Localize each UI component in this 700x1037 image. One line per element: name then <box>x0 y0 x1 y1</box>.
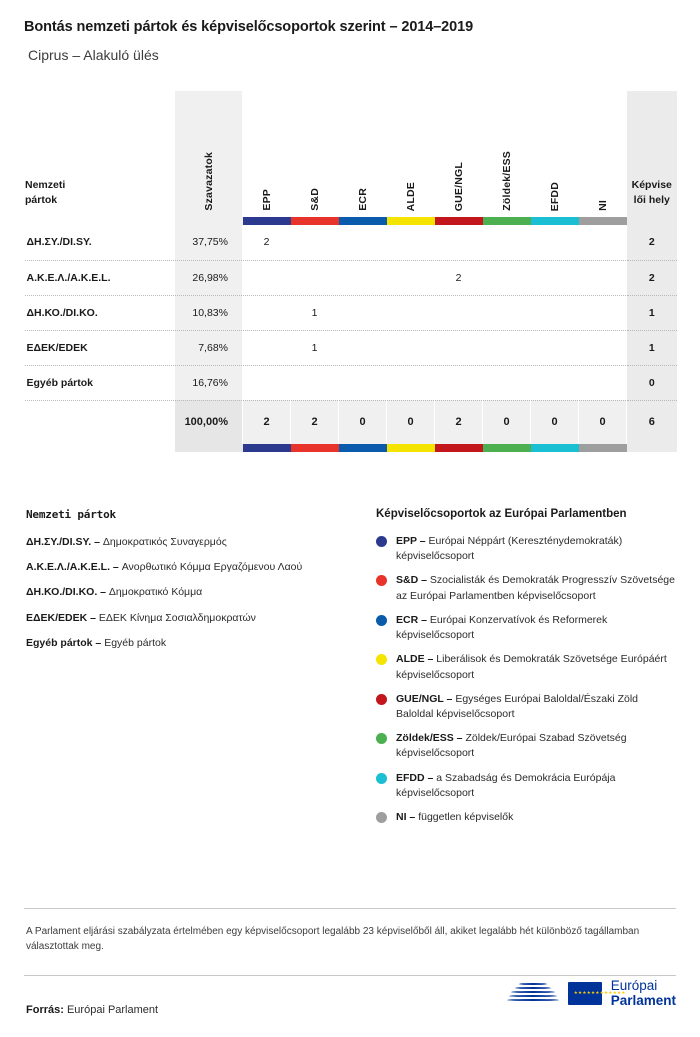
legend-item-epp <box>376 534 676 564</box>
table-body <box>25 225 677 452</box>
color-swatch-greens <box>483 217 531 225</box>
legend-item <box>26 585 376 599</box>
cell-ni <box>579 365 627 400</box>
legend-group-full: Zöldek/Európai Szabad Szövetség képviselőcsoport <box>396 732 627 760</box>
party-seats: 2 <box>627 225 677 260</box>
party-seats: 1 <box>627 330 677 365</box>
spacer <box>175 217 243 225</box>
legend-group-full: Egységes Európai Baloldal/Északi Zöld Baloldal képviselőcsoport <box>396 692 639 720</box>
cell-sd: 1 <box>291 295 339 330</box>
cell-sd: 1 <box>291 330 339 365</box>
group-header-guengl <box>435 91 483 217</box>
legend-party-full: Δημοκρατικό Κόμμα <box>108 586 203 599</box>
spacer <box>627 444 677 452</box>
legend-group-full: Európai Konzervatívok és Reformerek képviselőcsoport <box>396 613 608 642</box>
seats-header <box>627 91 677 217</box>
group-color-bar-top <box>25 217 677 225</box>
color-swatch-epp <box>243 444 291 452</box>
legend-group-short: GUE/NGL – <box>396 692 453 705</box>
cell-sd <box>291 260 339 295</box>
political-groups-legend-title: Képviselőcsoportok az Európai Parlamentben <box>376 508 627 520</box>
sd-color-dot-icon <box>376 575 387 586</box>
cell-epp <box>243 260 291 295</box>
seats-header-line1: Képvise <box>631 178 672 191</box>
group-header-efdd <box>531 91 579 217</box>
total-seats: 6 <box>627 400 677 444</box>
epp-color-dot-icon <box>376 536 387 547</box>
cell-greens <box>483 365 531 400</box>
legend-group-short: NI – <box>396 811 416 824</box>
cell-alde <box>387 365 435 400</box>
page-title: Bontás nemzeti pártok és képviselőcsoportok szerint – 2014–2019 <box>24 19 474 35</box>
color-swatch-ecr <box>339 444 387 452</box>
group-header-label: Zöldek/ESS <box>500 151 513 211</box>
row-header-line2: pártok <box>25 194 58 207</box>
source-line <box>26 1004 158 1016</box>
group-header-label: NI <box>596 200 609 211</box>
guengl-color-dot-icon <box>376 694 387 705</box>
legend-group-full: Liberálisok és Demokraták Szövetsége Európáért képviselőcsoport <box>396 653 667 681</box>
legend-group-short: ECR – <box>396 613 427 626</box>
hemicycle-icon <box>507 980 559 1006</box>
cell-ecr <box>339 260 387 295</box>
row-header-label <box>25 91 175 217</box>
cell-guengl <box>435 365 483 400</box>
cell-efdd <box>531 225 579 260</box>
cell-efdd <box>531 295 579 330</box>
votes-header <box>175 91 243 217</box>
cell-ni <box>579 295 627 330</box>
source-value: Európai Parlament <box>66 1004 159 1016</box>
table-row <box>25 225 677 260</box>
color-swatch-alde <box>387 444 435 452</box>
legend-item-ecr <box>376 613 676 643</box>
party-name: Α.Κ.Ε.Λ./A.K.E.L. <box>25 260 175 295</box>
color-swatch-sd <box>291 217 339 225</box>
legend-party-short: Egyéb pártok – <box>26 636 102 649</box>
national-parties-legend-title: Nemzeti pártok <box>26 508 116 521</box>
party-votes: 16,76% <box>175 365 243 400</box>
table-total-row <box>25 400 677 444</box>
table-head <box>25 91 677 225</box>
cell-efdd <box>531 365 579 400</box>
group-header-ecr <box>339 91 387 217</box>
party-name: ΔΗ.ΚΟ./DI.KO. <box>25 295 175 330</box>
table-row <box>25 365 677 400</box>
table-row <box>25 295 677 330</box>
group-header-label: ECR <box>356 188 369 211</box>
national-parties-legend <box>24 508 376 834</box>
total-sd: 2 <box>291 400 339 444</box>
legend-item-alde <box>376 652 676 682</box>
cell-epp <box>243 365 291 400</box>
cell-alde <box>387 330 435 365</box>
color-swatch-greens <box>483 444 531 452</box>
legend-item <box>26 560 376 574</box>
spacer <box>25 444 175 452</box>
legend-item-guengl <box>376 692 676 722</box>
cell-greens <box>483 295 531 330</box>
spacer <box>627 217 677 225</box>
group-header-epp <box>243 91 291 217</box>
total-efdd: 0 <box>531 400 579 444</box>
legend-party-full: Egyéb pártok <box>104 636 167 649</box>
legend-party-short: ΔΗ.ΚΟ./DI.KO. – <box>26 586 106 599</box>
spacer <box>175 444 243 452</box>
cell-efdd <box>531 260 579 295</box>
color-swatch-efdd <box>531 217 579 225</box>
ecr-color-dot-icon <box>376 615 387 626</box>
legend-group-full: a Szabadság és Demokrácia Európája képviselőcsoport <box>396 771 616 799</box>
party-votes: 26,98% <box>175 260 243 295</box>
group-color-bar-bottom <box>25 444 677 452</box>
divider-bottom <box>24 975 676 976</box>
legend-party-short: ΕΔΕΚ/EDEK – <box>26 611 96 624</box>
color-swatch-guengl <box>435 444 483 452</box>
source-label: Forrás: <box>26 1004 64 1016</box>
cell-ni <box>579 225 627 260</box>
cell-ni <box>579 330 627 365</box>
legend-party-full: ΕΔΕΚ Κίνημα Σοσιαλδημοκρατών <box>98 611 256 624</box>
party-seats: 2 <box>627 260 677 295</box>
legend-item-greens <box>376 731 676 761</box>
legend-group-short: Zöldek/ESS – <box>396 732 463 745</box>
cell-greens <box>483 330 531 365</box>
logo-line1: Európai <box>610 978 658 993</box>
group-header-greens <box>483 91 531 217</box>
cell-greens <box>483 225 531 260</box>
legend-item <box>26 611 376 625</box>
legend-group-short: S&D – <box>396 574 427 587</box>
legend-group-full: Európai Néppárt (Kereszténydemokraták) képviselőcsoport <box>396 535 623 563</box>
party-name: ΔΗ.ΣΥ./DI.SY. <box>25 225 175 260</box>
cell-alde <box>387 260 435 295</box>
votes-header-label: Szavazatok <box>202 152 215 211</box>
legend-item <box>26 636 376 650</box>
group-header-label: ALDE <box>404 181 417 211</box>
legend-item-sd <box>376 573 676 603</box>
group-header-label: EPP <box>260 189 273 211</box>
legend-item-efdd <box>376 771 676 801</box>
legend-party-short: ΔΗ.ΣΥ./DI.SY. – <box>26 536 100 548</box>
cell-alde <box>387 295 435 330</box>
color-swatch-alde <box>387 217 435 225</box>
cell-epp: 2 <box>243 225 291 260</box>
group-header-label: EFDD <box>548 181 561 211</box>
results-table <box>24 91 677 452</box>
cell-epp <box>243 330 291 365</box>
legend-group-short: EPP – <box>396 535 426 547</box>
legend-group-full: Szocialisták és Demokraták Progresszív Szövetsége az Európai Parlamentben képviselőcsoport <box>396 574 675 602</box>
greens-color-dot-icon <box>376 733 387 744</box>
color-swatch-efdd <box>531 444 579 452</box>
legend-group-full: független képviselők <box>418 811 514 824</box>
total-votes: 100,00% <box>175 400 243 444</box>
cell-greens <box>483 260 531 295</box>
total-epp: 2 <box>243 400 291 444</box>
ni-color-dot-icon <box>376 812 387 823</box>
total-guengl: 2 <box>435 400 483 444</box>
color-swatch-epp <box>243 217 291 225</box>
group-header-sd <box>291 91 339 217</box>
cell-ecr <box>339 295 387 330</box>
logo-line2: Parlament <box>610 993 676 1009</box>
page-subtitle: Ciprus – Alakuló ülés <box>28 47 159 63</box>
spacer <box>25 217 175 225</box>
legend-party-full: Ανορθωτικό Κόμμα Εργαζόμενου Λαού <box>121 561 303 574</box>
alde-color-dot-icon <box>376 654 387 665</box>
color-swatch-ecr <box>339 217 387 225</box>
legend-party-full: Δημοκρατικός Συναγερμός <box>102 536 227 548</box>
table-header-row <box>25 91 677 217</box>
group-header-label: S&D <box>308 188 321 211</box>
results-table-wrapper <box>24 91 676 452</box>
cell-ecr <box>339 225 387 260</box>
legend-party-short: Α.Κ.Ε.Λ./A.K.E.L. – <box>26 561 119 574</box>
party-votes: 7,68% <box>175 330 243 365</box>
cell-ni <box>579 260 627 295</box>
total-label <box>25 400 175 444</box>
cell-guengl <box>435 330 483 365</box>
total-ecr: 0 <box>339 400 387 444</box>
european-parliament-logo <box>507 978 676 1008</box>
table-row <box>25 330 677 365</box>
group-header-alde <box>387 91 435 217</box>
political-groups-legend <box>376 508 676 834</box>
total-greens: 0 <box>483 400 531 444</box>
cell-sd <box>291 365 339 400</box>
color-swatch-guengl <box>435 217 483 225</box>
party-name: ΕΔΕΚ/EDEK <box>25 330 175 365</box>
divider-top <box>24 908 676 909</box>
color-swatch-ni <box>579 444 627 452</box>
row-header-line1: Nemzeti <box>25 178 66 191</box>
total-ni: 0 <box>579 400 627 444</box>
legend-group-short: EFDD – <box>396 771 434 784</box>
footnote: A Parlament eljárási szabályzata értelmében egy képviselőcsoport legalább 23 képviselőből áll, akiket legalább hét különböző tagállamban választottak meg. <box>26 926 640 952</box>
cell-alde <box>387 225 435 260</box>
party-name: Egyéb pártok <box>25 365 175 400</box>
color-swatch-ni <box>579 217 627 225</box>
cell-efdd <box>531 330 579 365</box>
cell-guengl <box>435 225 483 260</box>
party-seats: 1 <box>627 295 677 330</box>
legend-group-short: ALDE – <box>396 653 434 666</box>
cell-guengl: 2 <box>435 260 483 295</box>
party-votes: 10,83% <box>175 295 243 330</box>
table-row <box>25 260 677 295</box>
party-votes: 37,75% <box>175 225 243 260</box>
legend-area <box>24 508 676 834</box>
cell-sd <box>291 225 339 260</box>
total-alde: 0 <box>387 400 435 444</box>
group-header-label: GUE/NGL <box>452 161 465 211</box>
cell-guengl <box>435 295 483 330</box>
cell-ecr <box>339 365 387 400</box>
cell-epp <box>243 295 291 330</box>
color-swatch-sd <box>291 444 339 452</box>
legend-item-ni <box>376 810 676 825</box>
efdd-color-dot-icon <box>376 773 387 784</box>
group-header-ni <box>579 91 627 217</box>
party-seats: 0 <box>627 365 677 400</box>
legend-item <box>26 535 376 549</box>
cell-ecr <box>339 330 387 365</box>
seats-header-line2: lői hely <box>633 194 670 207</box>
eu-flag-icon <box>568 982 602 1005</box>
